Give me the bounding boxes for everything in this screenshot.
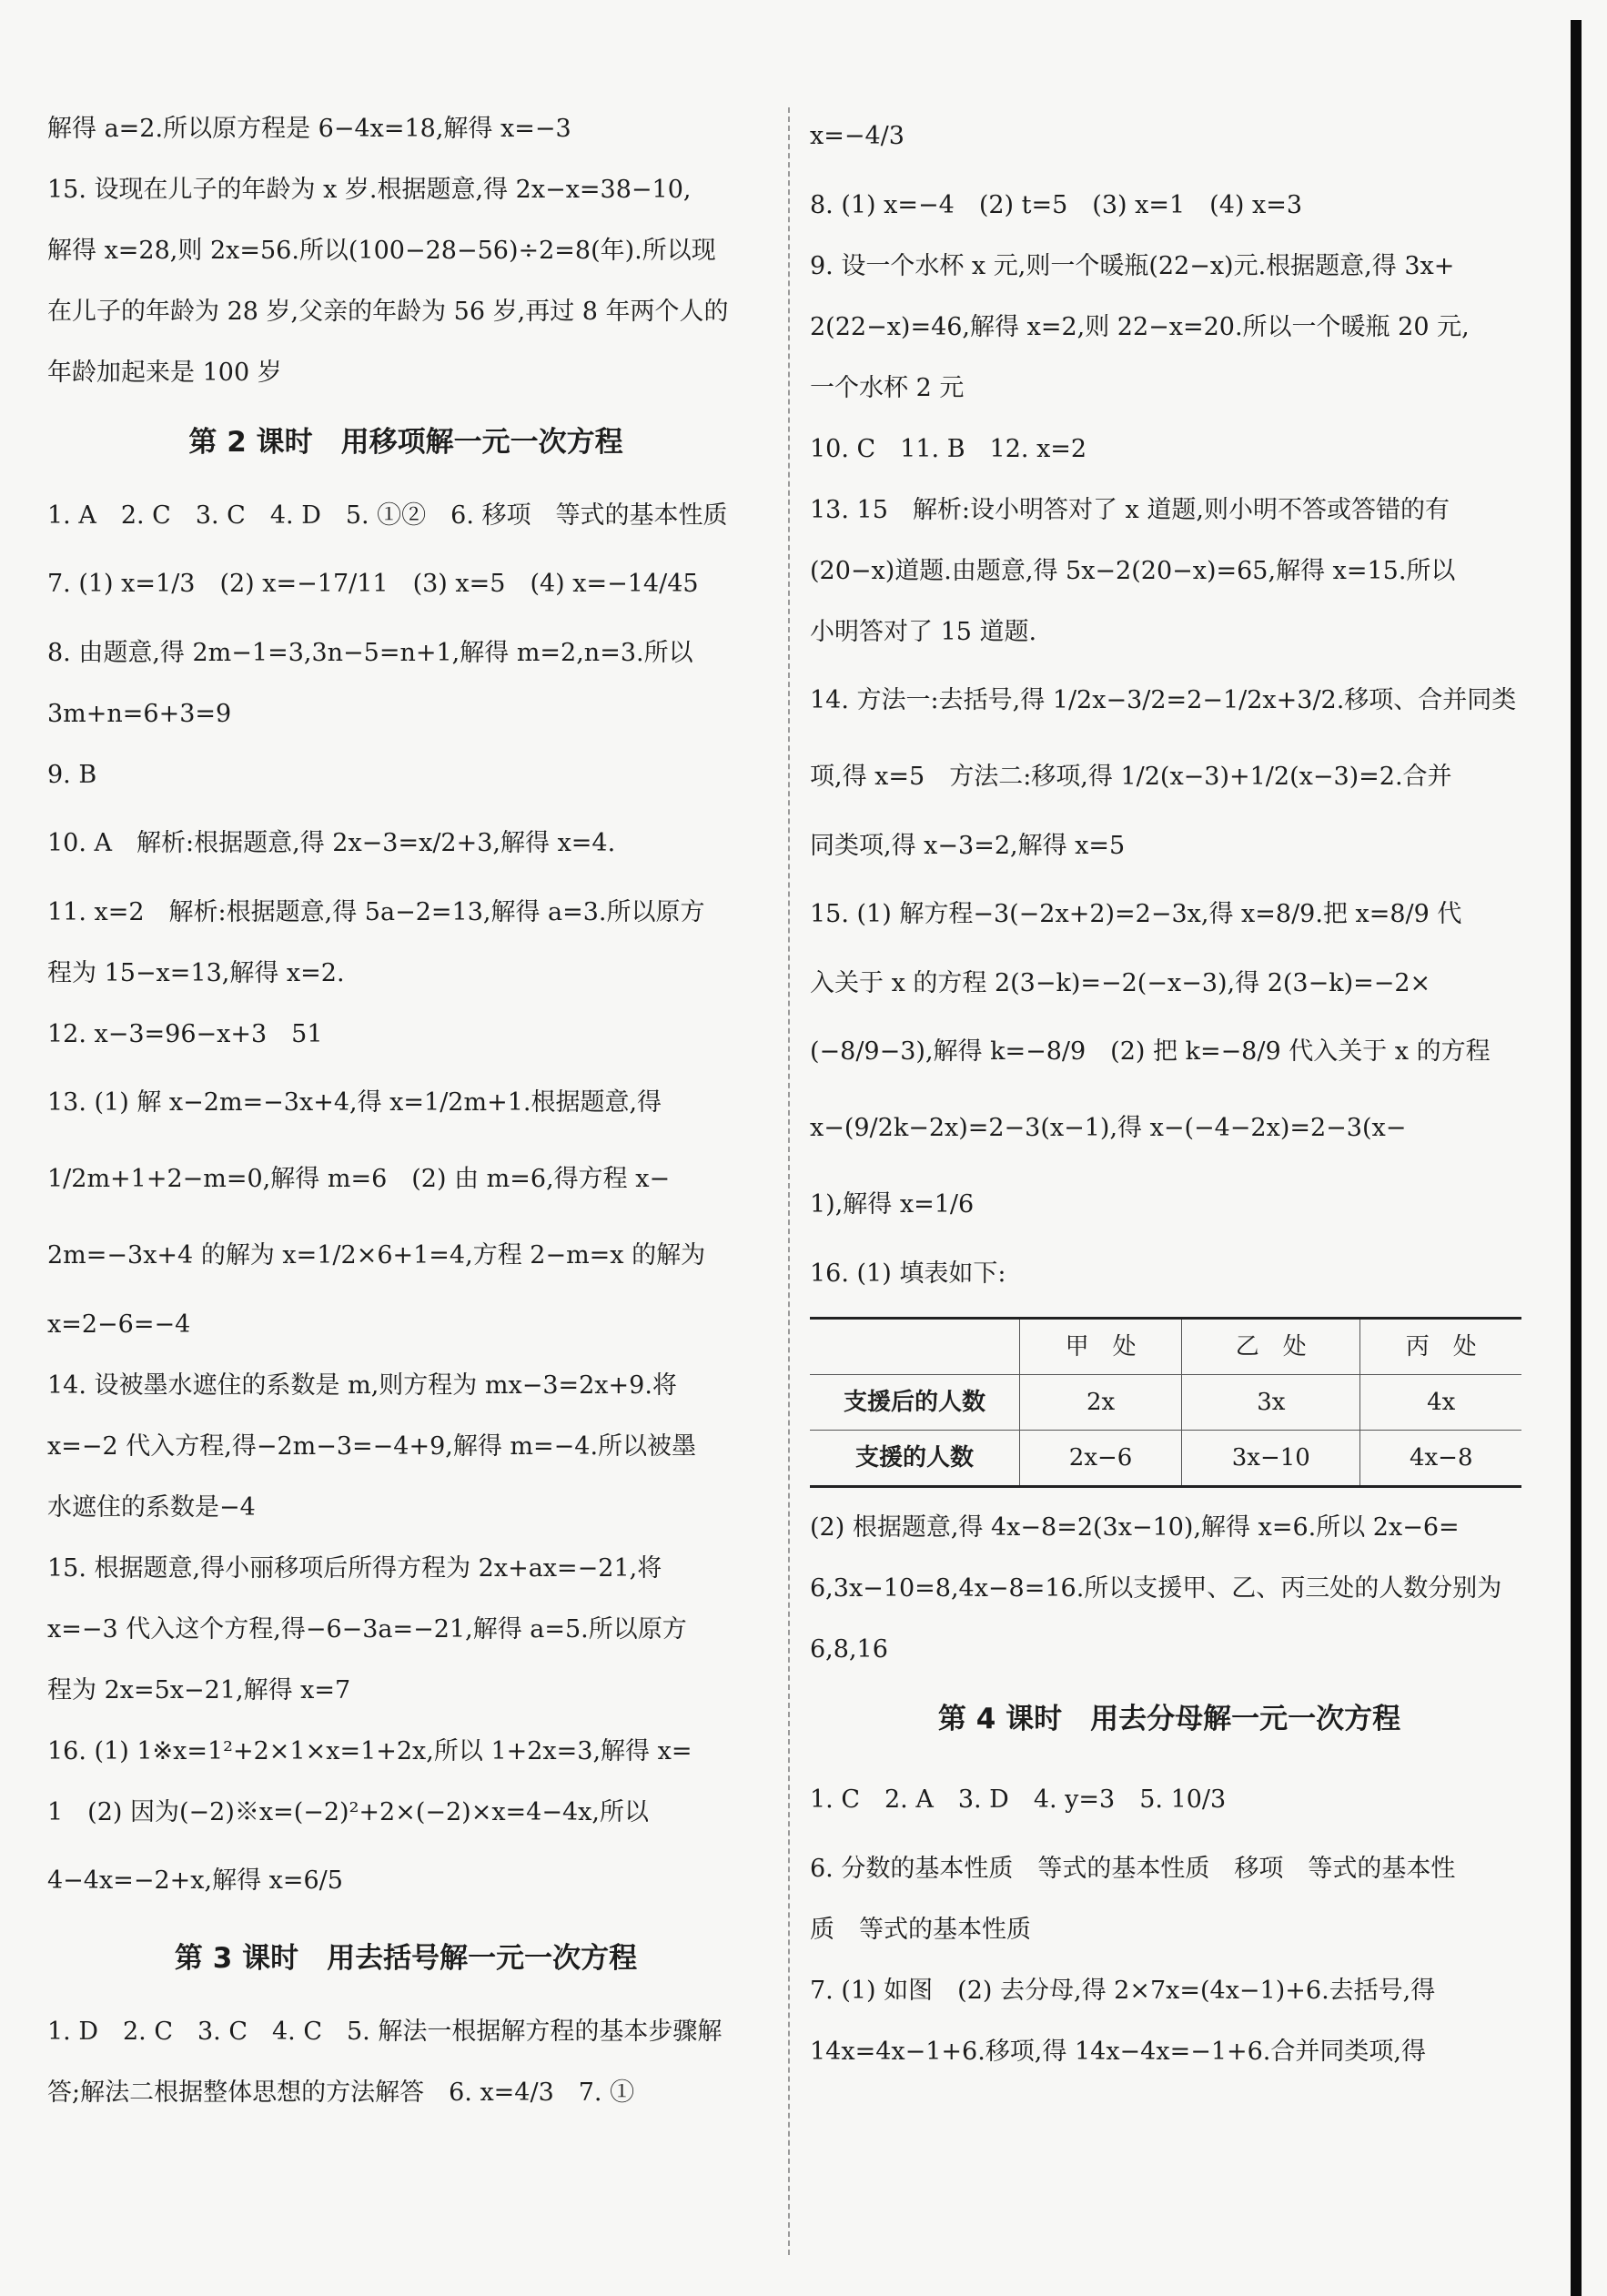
table-cell: 2x (1020, 1375, 1182, 1431)
table-row-header: 支援后的人数 (810, 1375, 1020, 1431)
text-line: 质 等式的基本性质 (810, 1916, 1031, 1944)
text-line: x−(9/2k−2x)=2−3(x−1),得 x−(−4−2x)=2−3(x− (810, 1114, 1407, 1142)
table-header-cell: 丙 处 (1360, 1319, 1521, 1375)
text-line: 15. (1) 解方程−3(−2x+2)=2−3x,得 x=8/9.把 x=8/9 代 (810, 900, 1462, 928)
text-line: 15. 设现在儿子的年龄为 x 岁.根据题意,得 2x−x=38−10, (47, 176, 692, 204)
table-row (810, 1375, 1521, 1431)
table-cell: 4x (1360, 1375, 1521, 1431)
text-line: 程为 15−x=13,解得 x=2. (47, 959, 345, 987)
table-header-row (810, 1319, 1521, 1375)
text-line: 2(22−x)=46,解得 x=2,则 22−x=20.所以一个暖瓶 20 元, (810, 313, 1470, 341)
text-line: x=−3 代入这个方程,得−6−3a=−21,解得 a=5.所以原方 (47, 1615, 687, 1644)
support-table (810, 1317, 1521, 1488)
text-line: 1. A 2. C 3. C 4. D 5. ①② 6. 移项 等式的基本性质 (47, 501, 728, 530)
text-line: 解得 x=28,则 2x=56.所以(100−28−56)÷2=8(年).所以现 (47, 237, 716, 265)
page-edge-bar (1571, 20, 1582, 2296)
text-line: 14. 设被墨水遮住的系数是 m,则方程为 mx−3=2x+9.将 (47, 1371, 677, 1400)
text-line: 项,得 x=5 方法二:移项,得 1/2(x−3)+1/2(x−3)=2.合并 (810, 763, 1452, 791)
table-cell: 2x−6 (1020, 1431, 1182, 1487)
section-title: 第 3 课时 用去括号解一元一次方程 (174, 1942, 638, 1975)
table-header-cell: 甲 处 (1020, 1319, 1182, 1375)
text-line: 2m=−3x+4 的解为 x=1/2×6+1=4,方程 2−m=x 的解为 (47, 1241, 706, 1269)
text-line: 8. 由题意,得 2m−1=3,3n−5=n+1,解得 m=2,n=3.所以 (47, 639, 693, 667)
text-line: 解得 a=2.所以原方程是 6−4x=18,解得 x=−3 (47, 115, 571, 143)
text-line: 7. (1) x=1/3 (2) x=−17/11 (3) x=5 (4) x=−14/45 (47, 570, 699, 598)
table-header-cell (810, 1319, 1020, 1375)
text-line: 12. x−3=96−x+3 51 (47, 1020, 323, 1048)
text-line: 年龄加起来是 100 岁 (47, 359, 282, 387)
text-line: 一个水杯 2 元 (810, 374, 965, 402)
text-line: 6,3x−10=8,4x−8=16.所以支援甲、乙、丙三处的人数分别为 (810, 1574, 1502, 1603)
text-line: (−8/9−3),解得 k=−8/9 (2) 把 k=−8/9 代入关于 x 的方程 (810, 1037, 1491, 1066)
text-line: 9. 设一个水杯 x 元,则一个暖瓶(22−x)元.根据题意,得 3x+ (810, 252, 1455, 280)
text-line: 同类项,得 x−3=2,解得 x=5 (810, 832, 1126, 860)
text-line: 在儿子的年龄为 28 岁,父亲的年龄为 56 岁,再过 8 年两个人的 (47, 298, 729, 326)
text-line: x=−4/3 (810, 122, 905, 150)
table-cell: 4x−8 (1360, 1431, 1521, 1487)
text-line: 小明答对了 15 道题. (810, 618, 1037, 646)
text-line: 1. D 2. C 3. C 4. C 5. 解法一根据解方程的基本步骤解 (47, 2018, 723, 2046)
text-line: x=−2 代入方程,得−2m−3=−4+9,解得 m=−4.所以被墨 (47, 1432, 697, 1461)
left-column (47, 98, 764, 2123)
text-line: 3m+n=6+3=9 (47, 700, 232, 728)
text-line: 10. C 11. B 12. x=2 (810, 435, 1087, 463)
right-column (810, 98, 1529, 2082)
section-title: 第 4 课时 用去分母解一元一次方程 (937, 1703, 1401, 1735)
text-line: 6. 分数的基本性质 等式的基本性质 移项 等式的基本性 (810, 1855, 1456, 1883)
table-header-cell: 乙 处 (1182, 1319, 1360, 1375)
table-cell: 3x (1182, 1375, 1360, 1431)
text-line: x=2−6=−4 (47, 1310, 191, 1339)
text-line: 1 (2) 因为(−2)※x=(−2)²+2×(−2)×x=4−4x,所以 (47, 1798, 649, 1826)
text-line: 10. A 解析:根据题意,得 2x−3=x/2+3,解得 x=4. (47, 829, 616, 857)
text-line: 9. B (47, 761, 97, 789)
text-line: 7. (1) 如图 (2) 去分母,得 2×7x=(4x−1)+6.去括号,得 (810, 1977, 1436, 2005)
text-line: 程为 2x=5x−21,解得 x=7 (47, 1676, 351, 1704)
text-line: 8. (1) x=−4 (2) t=5 (3) x=1 (4) x=3 (810, 191, 1303, 219)
text-line: 15. 根据题意,得小丽移项后所得方程为 2x+ax=−21,将 (47, 1554, 662, 1583)
text-line: 14. 方法一:去括号,得 1/2x−3/2=2−1/2x+3/2.移项、合并同类 (810, 686, 1517, 714)
text-line: 入关于 x 的方程 2(3−k)=−2(−x−3),得 2(3−k)=−2× (810, 969, 1431, 997)
text-line: 6,8,16 (810, 1635, 888, 1664)
text-line: 13. 15 解析:设小明答对了 x 道题,则小明不答或答错的有 (810, 496, 1450, 524)
column-divider (788, 107, 790, 2255)
text-line: 16. (1) 1※x=1²+2×1×x=1+2x,所以 1+2x=3,解得 x= (47, 1737, 692, 1765)
table-row-header: 支援的人数 (810, 1431, 1020, 1487)
text-line: 14x=4x−1+6.移项,得 14x−4x=−1+6.合并同类项,得 (810, 2038, 1426, 2066)
text-line: 1/2m+1+2−m=0,解得 m=6 (2) 由 m=6,得方程 x− (47, 1165, 671, 1193)
text-line: 1),解得 x=1/6 (810, 1190, 975, 1219)
table-cell: 3x−10 (1182, 1431, 1360, 1487)
text-line: (20−x)道题.由题意,得 5x−2(20−x)=65,解得 x=15.所以 (810, 557, 1456, 585)
text-line: 1. C 2. A 3. D 4. y=3 5. 10/3 (810, 1785, 1227, 1814)
text-line: 水遮住的系数是−4 (47, 1493, 256, 1522)
text-line: (2) 根据题意,得 4x−8=2(3x−10),解得 x=6.所以 2x−6= (810, 1513, 1460, 1542)
text-line: 4−4x=−2+x,解得 x=6/5 (47, 1866, 343, 1895)
section-title: 第 2 课时 用移项解一元一次方程 (188, 426, 623, 459)
text-line: 13. (1) 解 x−2m=−3x+4,得 x=1/2m+1.根据题意,得 (47, 1088, 662, 1117)
text-line: 11. x=2 解析:根据题意,得 5a−2=13,解得 a=3.所以原方 (47, 898, 705, 926)
table-row (810, 1431, 1521, 1487)
text-line: 答;解法二根据整体思想的方法解答 6. x=4/3 7. ① (47, 2079, 635, 2107)
text-line: 16. (1) 填表如下: (810, 1259, 1006, 1288)
